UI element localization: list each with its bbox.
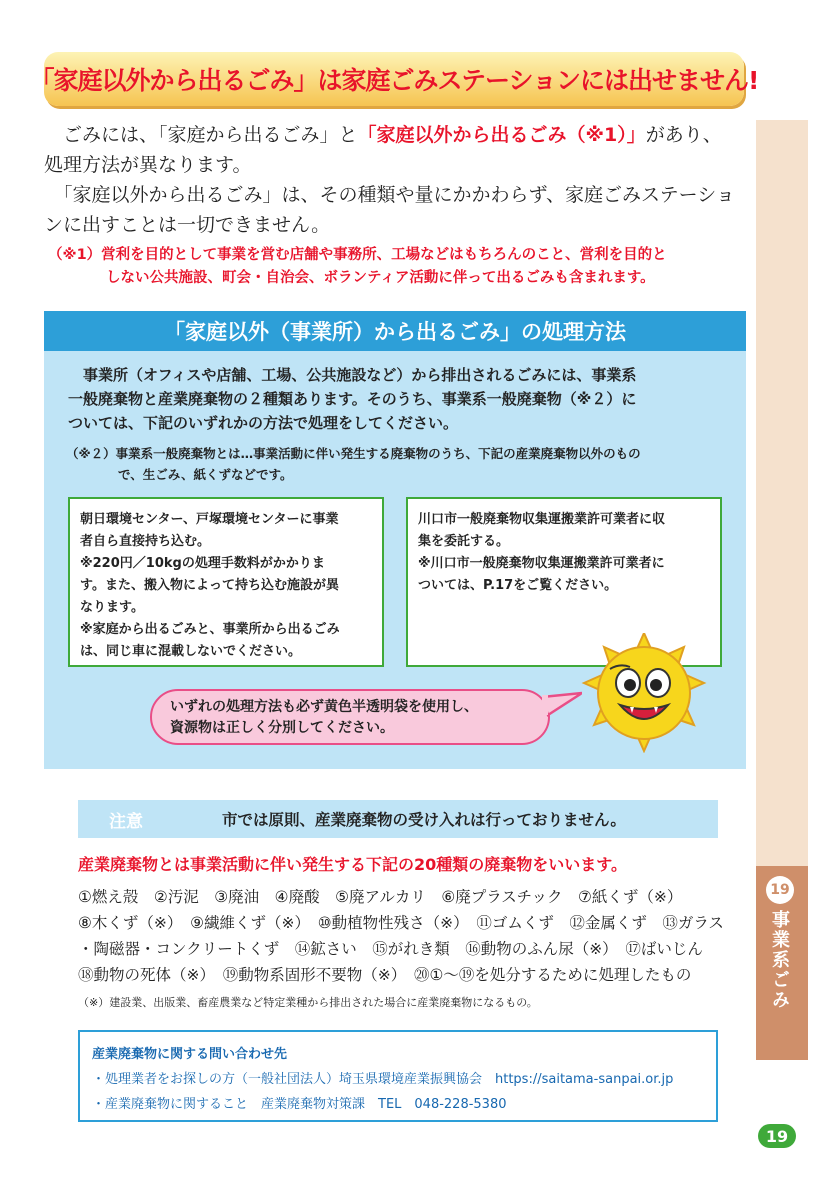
intro-line-2: 処理方法が異なります。 bbox=[44, 154, 252, 176]
speech-bubble: いずれの処理方法も必ず黄色半透明袋を使用し、 資源物は正しく分別してください。 bbox=[150, 689, 550, 745]
side-tab-number: 19 bbox=[766, 876, 794, 904]
list-item: ①燃え殻 ②汚泥 ③廃油 ④廃酸 ⑤廃アルカリ ⑥廃プラスチック ⑦紙くず（※） bbox=[78, 888, 683, 906]
waste-footnote: （※）建設業、出版業、畜産農業など特定業種から排出された場合に産業廃棄物になるもの。 bbox=[78, 996, 538, 1009]
intro-line-3: 「家庭以外から出るごみ」は、その種類や量にかかわらず、家庭ごみステーショ bbox=[63, 184, 735, 206]
list-item: ⑱動物の死体（※） ⑲動物系固形不要物（※） ⑳①～⑲を処分するために処理したもの bbox=[78, 966, 692, 984]
industrial-waste-list bbox=[78, 884, 738, 988]
contact-title: 産業廃棄物に関する問い合わせ先 bbox=[92, 1047, 288, 1062]
contact-line-2: ・産業廃棄物に関すること 産業廃棄物対策課 TEL 048-228-5380 bbox=[92, 1097, 507, 1112]
contact-box bbox=[78, 1030, 718, 1122]
industrial-waste-definition: 産業廃棄物とは事業活動に伴い発生する下記の20種類の廃棄物をいいます。 bbox=[78, 855, 627, 874]
page-title: 「家庭以外から出るごみ」は家庭ごみステーションには出せません! bbox=[29, 66, 759, 95]
side-tab-label: 事業系ごみ bbox=[769, 910, 790, 1010]
title-banner bbox=[29, 52, 759, 106]
intro-text bbox=[44, 120, 754, 240]
intro-highlight: 「家庭以外から出るごみ（※1）」 bbox=[357, 124, 646, 146]
method-header: 「家庭以外（事業所）から出るごみ」の処理方法 bbox=[44, 311, 746, 351]
mascot-icon bbox=[580, 633, 708, 753]
method-note: （※２）事業系一般廃棄物とは…事業活動に伴い発生する廃棄物のうち、下記の産業廃棄物以外のもの で、生ごみ、紙くずなどです。 bbox=[66, 446, 641, 482]
page-number: 19 bbox=[758, 1124, 796, 1148]
speech-bubble-tail bbox=[542, 691, 582, 721]
intro-line-1: ごみには、「家庭から出るごみ」と「家庭以外から出るごみ（※1）」があり、 bbox=[63, 124, 722, 146]
contact-line-1: ・処理業者をお探しの方（一般社団法人）埼玉県環境産業振興協会 https://saitama-sanpai.or.jp bbox=[92, 1072, 674, 1087]
self-delivery-box: 朝日環境センター、戸塚環境センターに事業 者自ら直接持ち込む。 ※220円／10kgの処理手数料がかかりま す。また、搬入物によって持ち込む施設が異 なります。 ※家庭から出るごみと、事業所から出るごみ は、同じ車に混載しないでください。 bbox=[68, 497, 384, 667]
caution-badge: 注意 bbox=[78, 800, 174, 838]
list-item: ⑧木くず（※） ⑨繊維くず（※） ⑩動植物性残さ（※） ⑪ゴムくず ⑫金属くず ⑬ガラス bbox=[78, 914, 724, 932]
list-item: ・陶磁器・コンクリートくず ⑭鉱さい ⑮がれき類 ⑯動物のふん尿（※） ⑰ばいじん bbox=[78, 940, 703, 958]
caution-text: 市では原則、産業廃棄物の受け入れは行っておりません。 bbox=[222, 811, 626, 829]
method-panel bbox=[44, 311, 746, 769]
contractor-box: 川口市一般廃棄物収集運搬業許可業者に収 集を委託する。 ※川口市一般廃棄物収集運搬業許可業者に ついては、P.17をご覧ください。 bbox=[406, 497, 722, 667]
note-1: （※1）営利を目的として事業を営む店舗や事務所、工場などはもちろんのこと、営利を目的と しない公共施設、町会・自治会、ボランティア活動に伴って出るごみも含まれます。 bbox=[48, 247, 667, 286]
intro-line-4: ンに出すことは一切できません。 bbox=[44, 214, 331, 236]
method-body: 事業所（オフィスや店舗、工場、公共施設など）から排出されるごみには、事業系 一般廃棄物と産業廃棄物の２種類あります。そのうち、事業系一般廃棄物（※２）に ついては、下記のいずれかの方法で処理をしてください。 bbox=[68, 366, 637, 432]
